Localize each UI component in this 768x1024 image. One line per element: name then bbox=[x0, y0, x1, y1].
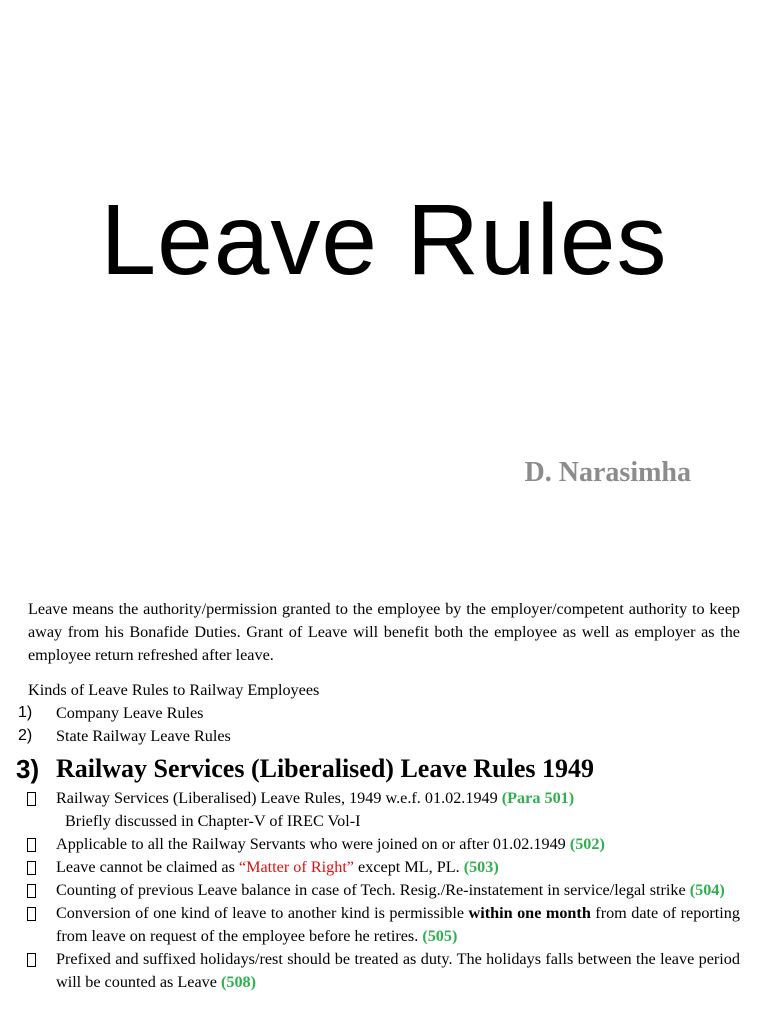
kind-label: State Railway Leave Rules bbox=[56, 726, 231, 745]
bullet-item-6 bbox=[28, 948, 740, 994]
missing-glyph-icon bbox=[27, 792, 36, 806]
emphasis-text: within one month bbox=[468, 904, 591, 922]
missing-glyph-icon bbox=[27, 884, 36, 898]
kind-item-3 bbox=[16, 751, 740, 787]
missing-glyph-icon bbox=[27, 907, 36, 921]
slide-title: Leave Rules bbox=[100, 184, 668, 296]
kind-number: 3) bbox=[16, 754, 40, 784]
kind-item-1 bbox=[18, 702, 740, 725]
kind-number: 2) bbox=[18, 726, 33, 744]
content-slide bbox=[16, 598, 740, 994]
missing-glyph-icon bbox=[27, 953, 36, 967]
kind-number: 1) bbox=[18, 704, 33, 721]
missing-glyph-icon bbox=[27, 838, 36, 852]
para-ref: (505) bbox=[422, 927, 458, 945]
missing-glyph-icon bbox=[27, 861, 36, 875]
para-ref: (502) bbox=[569, 835, 605, 853]
bullet-text-post: except ML, PL. bbox=[354, 858, 464, 876]
bullet-item-2 bbox=[28, 833, 740, 856]
para-ref: (Para 501) bbox=[501, 789, 575, 807]
para-ref: (503) bbox=[463, 858, 499, 876]
kinds-heading: Kinds of Leave Rules to Railway Employees bbox=[28, 681, 320, 699]
para-ref: (508) bbox=[220, 973, 257, 991]
bullet-sub-text: Briefly discussed in Chapter-V of IREC Vol-I bbox=[65, 812, 361, 830]
kind-item-2 bbox=[18, 725, 740, 748]
bullet-text: Railway Services (Liberalised) Leave Rules, 1949 w.e.f. 01.02.1949 bbox=[56, 789, 502, 807]
bullet-text-post: from date of reporting from leave on request of the employee before he retires. bbox=[56, 904, 740, 945]
intro-paragraph: Leave means the authority/permission granted to the employee by the employer/competent authority to keep away from his Bonafide Duties. Grant of Leave will benefit both the employee as well as employer as the employee return refreshed after leave. bbox=[28, 600, 740, 664]
kind-label: Railway Services (Liberalised) Leave Rules 1949 bbox=[56, 754, 594, 783]
bullet-item-1 bbox=[28, 787, 740, 810]
bullet-item-5 bbox=[28, 902, 740, 948]
bullet-text: Prefixed and suffixed holidays/rest should be treated as duty. The holidays falls between the leave period will be counted as Leave bbox=[56, 950, 740, 991]
matter-of-right-text: “Matter of Right” bbox=[238, 858, 354, 876]
bullet-item-3 bbox=[28, 856, 740, 879]
bullet-text-pre: Conversion of one kind of leave to another kind is permissible bbox=[56, 904, 469, 922]
author-name: D. Narasimha bbox=[524, 457, 691, 488]
kind-label: Company Leave Rules bbox=[56, 704, 204, 722]
bullet-item-4 bbox=[28, 879, 740, 902]
bullet-text-pre: Leave cannot be claimed as bbox=[56, 858, 239, 876]
bullet-text: Applicable to all the Railway Servants who were joined on or after 01.02.1949 bbox=[56, 835, 570, 853]
para-ref: (504) bbox=[689, 881, 725, 899]
bullet-text: Counting of previous Leave balance in case of Tech. Resig./Re-instatement in service/legal strike bbox=[56, 881, 690, 899]
